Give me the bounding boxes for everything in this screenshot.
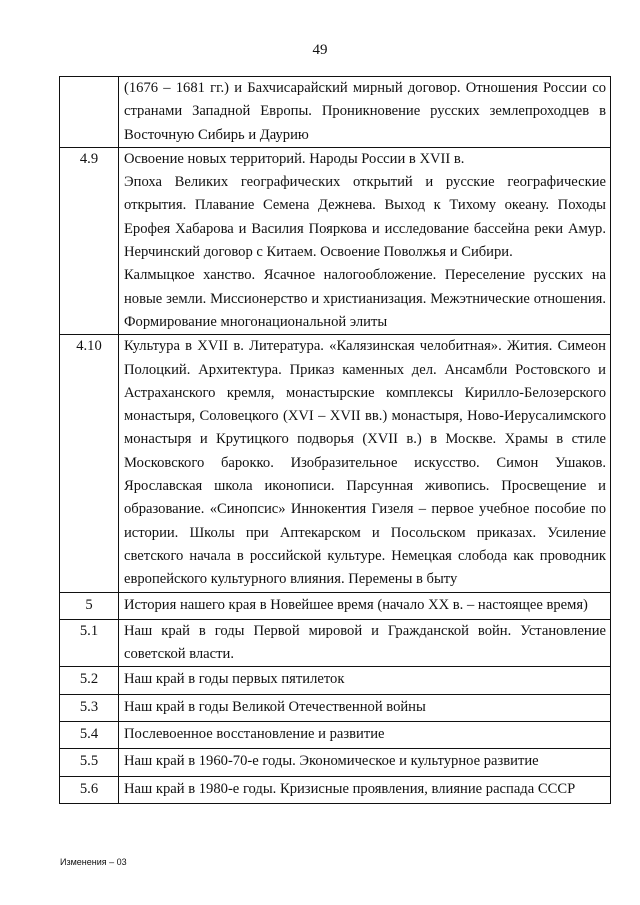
page-number: 49 [312, 42, 328, 58]
section-paragraph: Освоение новых территорий. Народы России в XVII в. [124, 150, 465, 167]
section-content [119, 667, 611, 694]
table-row [60, 776, 611, 803]
table-row [60, 592, 611, 619]
section-paragraph: Наш край в годы Великой Отечественной войны [124, 698, 426, 715]
section-content [119, 722, 611, 749]
section-number: 5.1 [60, 619, 119, 667]
section-number: 4.9 [60, 147, 119, 334]
section-number: 5.4 [60, 722, 119, 749]
syllabus-table-body [60, 77, 611, 804]
section-paragraph: Наш край в годы Первой мировой и Гражданской войн. Установление советской власти. [124, 622, 606, 663]
section-number: 5.2 [60, 667, 119, 694]
section-content [119, 694, 611, 721]
section-paragraph: Эпоха Великих географических открытий и русские географические открытия. Плавание Семена Дежнева. Выход к Тихому океану. Походы Ерофея Хабарова и Василия Пояркова и исследование бассейна реки Амур. Нерчинский договор с Китаем. Освоение Поволжья и Сибири. [124, 174, 606, 261]
section-content [119, 776, 611, 803]
table-row [60, 619, 611, 667]
footer-note: Изменения – 03 [60, 857, 127, 867]
table-row [60, 147, 611, 334]
section-paragraph: Послевоенное восстановление и развитие [124, 726, 385, 743]
section-content [119, 77, 611, 148]
section-number: 5.3 [60, 694, 119, 721]
section-paragraph: Культура в XVII в. Литература. «Калязинская челобитная». Жития. Симеон Полоцкий. Архитектура. Приказ каменных дел. Ансамбли Ростовского и Астраханского кремля, монастырские комплексы Кирилло-Белозерского монастыря, Соловецкого (XVI – XVII вв.) монастыря, Ново-Иерусалимского монастыря и Крутицкого подворья (XVII в.) в Москве. Храмы в стиле Московского барокко. Изобразительное искусство. Симон Ушаков. Ярославская школа иконописи. Парсунная живопись. Просвещение и образование. «Синопсис» Иннокентия Гизеля – первое учебное пособие по истории. Школы при Аптекарском и Посольском приказах. Усиление светского начала в российской культуре. Немецкая слобода как проводник европейского культурного влияния. Перемены в быту [124, 338, 606, 588]
section-content [119, 619, 611, 667]
section-number: 5 [60, 592, 119, 619]
section-number [60, 77, 119, 148]
section-paragraph: Калмыцкое ханство. Ясачное налогообложение. Переселение русских на новые земли. Миссионерство и христианизация. Межэтнические отношения. Формирование многонациональной элиты [124, 267, 606, 330]
table-row [60, 77, 611, 148]
table-row [60, 335, 611, 592]
section-paragraph: Наш край в 1980-е годы. Кризисные проявления, влияние распада СССР [124, 780, 576, 797]
section-content [119, 592, 611, 619]
section-paragraph: История нашего края в Новейшее время (начало XX в. – настоящее время) [124, 596, 588, 613]
table-row [60, 694, 611, 721]
syllabus-table [59, 76, 611, 804]
section-number: 5.6 [60, 776, 119, 803]
section-content [119, 335, 611, 592]
table-row [60, 667, 611, 694]
section-number: 5.5 [60, 749, 119, 776]
table-row [60, 722, 611, 749]
section-content [119, 147, 611, 334]
section-number: 4.10 [60, 335, 119, 592]
section-paragraph: Наш край в 1960-70-е годы. Экономическое и культурное развитие [124, 753, 539, 770]
section-content [119, 749, 611, 776]
section-paragraph: (1676 – 1681 гг.) и Бахчисарайский мирный договор. Отношения России со странами Западной Европы. Проникновение русских землепроходцев в Восточную Сибирь и Даурию [124, 80, 606, 143]
section-paragraph: Наш край в годы первых пятилеток [124, 671, 345, 688]
table-row [60, 749, 611, 776]
